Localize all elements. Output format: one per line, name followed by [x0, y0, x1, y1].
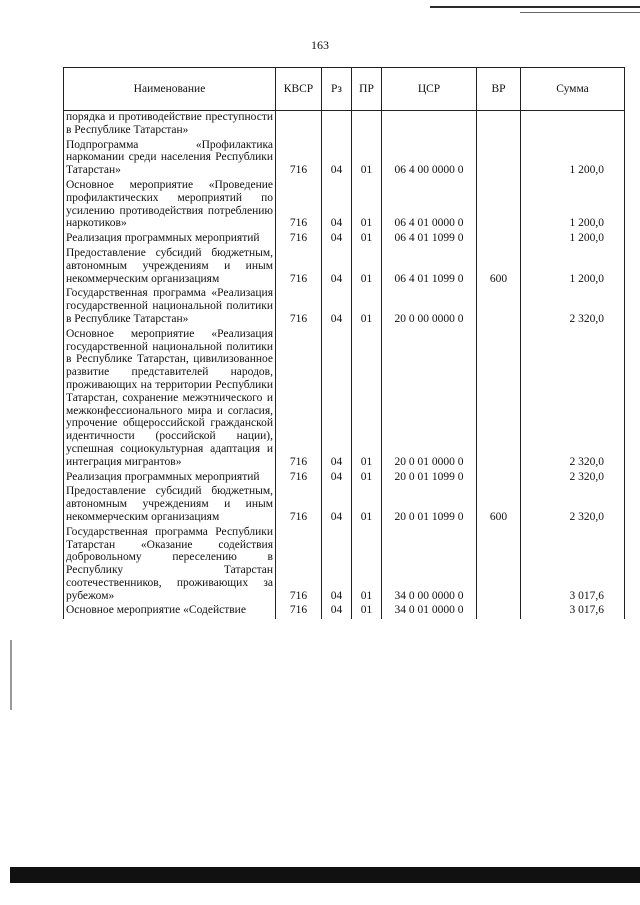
scan-bottom-edge [10, 867, 640, 883]
row-sum: 3 017,6 [521, 526, 625, 605]
row-name: Основное мероприятие «Содействие [64, 604, 276, 619]
row-rz: 04 [322, 287, 352, 327]
row-csr: 20 0 00 0000 0 [382, 287, 477, 327]
row-kvsr: 716 [276, 604, 322, 619]
row-name: Государственная программа «Реализация государственной национальной политики в Республике Татарстан» [64, 287, 276, 327]
header-sum: Сумма [521, 68, 625, 111]
row-vr [477, 287, 521, 327]
scan-margin-mark [10, 640, 12, 710]
row-name: Реализация программных мероприятий [64, 471, 276, 486]
scan-edge-line [520, 12, 640, 13]
row-kvsr: 716 [276, 287, 322, 327]
table-row [64, 179, 625, 232]
row-kvsr [276, 111, 322, 139]
row-pr: 01 [352, 287, 382, 327]
row-kvsr: 716 [276, 526, 322, 605]
table-row [64, 485, 625, 525]
row-rz: 04 [322, 139, 352, 179]
row-rz: 04 [322, 328, 352, 471]
row-pr: 01 [352, 139, 382, 179]
row-name: Предоставление субсидий бюджетным, автономным учреждениям и иным некоммерческим организациям [64, 485, 276, 525]
row-rz: 04 [322, 232, 352, 247]
row-pr: 01 [352, 179, 382, 232]
row-pr: 01 [352, 526, 382, 605]
row-sum: 1 200,0 [521, 179, 625, 232]
table-row [64, 287, 625, 327]
row-rz: 04 [322, 471, 352, 486]
row-vr [477, 111, 521, 139]
table-row [64, 328, 625, 471]
row-csr: 06 4 01 1099 0 [382, 247, 477, 287]
row-pr [352, 111, 382, 139]
row-rz [322, 111, 352, 139]
row-pr: 01 [352, 328, 382, 471]
table-row [64, 232, 625, 247]
row-vr: 600 [477, 485, 521, 525]
row-csr: 34 0 00 0000 0 [382, 526, 477, 605]
row-kvsr: 716 [276, 179, 322, 232]
row-csr: 34 0 01 0000 0 [382, 604, 477, 619]
row-kvsr: 716 [276, 471, 322, 486]
row-csr: 20 0 01 0000 0 [382, 328, 477, 471]
row-name: Основное мероприятие «Реализация государственной национальной политики в Республике Татарстан, цивилизованное развитие представителей народов, проживающих на территории Республики Татарстан, сохранение межэтнического и межконфессионального мира и согласия, упрочение общероссийской гражданской идентичности (российской нации), успешная социокультурная адаптация и интеграция мигрантов» [64, 328, 276, 471]
row-rz: 04 [322, 247, 352, 287]
row-kvsr: 716 [276, 247, 322, 287]
row-vr: 600 [477, 247, 521, 287]
row-kvsr: 716 [276, 139, 322, 179]
row-sum: 2 320,0 [521, 471, 625, 486]
row-sum: 3 017,6 [521, 604, 625, 619]
row-vr [477, 232, 521, 247]
row-pr: 01 [352, 232, 382, 247]
header-rz: Рз [322, 68, 352, 111]
row-sum [521, 111, 625, 139]
table-row [64, 604, 625, 619]
row-sum: 1 200,0 [521, 232, 625, 247]
row-csr: 20 0 01 1099 0 [382, 485, 477, 525]
row-vr [477, 471, 521, 486]
row-pr: 01 [352, 485, 382, 525]
header-csr: ЦСР [382, 68, 477, 111]
scan-edge-line [430, 6, 640, 8]
row-csr: 06 4 00 0000 0 [382, 139, 477, 179]
row-vr [477, 526, 521, 605]
row-vr [477, 328, 521, 471]
table-row [64, 471, 625, 486]
row-sum: 1 200,0 [521, 139, 625, 179]
row-kvsr: 716 [276, 485, 322, 525]
row-vr [477, 604, 521, 619]
row-csr [382, 111, 477, 139]
table-row [64, 111, 625, 139]
row-name: Предоставление субсидий бюджетным, автономным учреждениям и иным некоммерческим организациям [64, 247, 276, 287]
row-rz: 04 [322, 485, 352, 525]
header-vr: ВР [477, 68, 521, 111]
row-csr: 06 4 01 1099 0 [382, 232, 477, 247]
header-pr: ПР [352, 68, 382, 111]
table-row [64, 139, 625, 179]
table-header-row [64, 68, 625, 111]
row-pr: 01 [352, 247, 382, 287]
row-csr: 20 0 01 1099 0 [382, 471, 477, 486]
row-sum: 1 200,0 [521, 247, 625, 287]
row-csr: 06 4 01 0000 0 [382, 179, 477, 232]
row-name: Государственная программа Республики Татарстан «Оказание содействия добровольному переселению в Республику Татарстан соотечественников, проживающих за рубежом» [64, 526, 276, 605]
row-rz: 04 [322, 526, 352, 605]
table-row [64, 247, 625, 287]
row-name: Основное мероприятие «Проведение профилактических мероприятий по усилению противодействия потреблению наркотиков» [64, 179, 276, 232]
row-name: порядка и противодействие преступности в Республике Татарстан» [64, 111, 276, 139]
table-row [64, 526, 625, 605]
row-sum: 2 320,0 [521, 328, 625, 471]
row-pr: 01 [352, 471, 382, 486]
row-sum: 2 320,0 [521, 287, 625, 327]
header-kvsr: КВСР [276, 68, 322, 111]
page-number: 163 [311, 38, 329, 52]
row-vr [477, 139, 521, 179]
row-kvsr: 716 [276, 328, 322, 471]
row-kvsr: 716 [276, 232, 322, 247]
row-vr [477, 179, 521, 232]
row-sum: 2 320,0 [521, 485, 625, 525]
row-name: Реализация программных мероприятий [64, 232, 276, 247]
header-name: Наименование [64, 68, 276, 111]
row-rz: 04 [322, 179, 352, 232]
row-rz: 04 [322, 604, 352, 619]
row-name: Подпрограмма «Профилактика наркомании среди населения Республики Татарстан» [64, 139, 276, 179]
budget-table [63, 67, 625, 619]
row-pr: 01 [352, 604, 382, 619]
